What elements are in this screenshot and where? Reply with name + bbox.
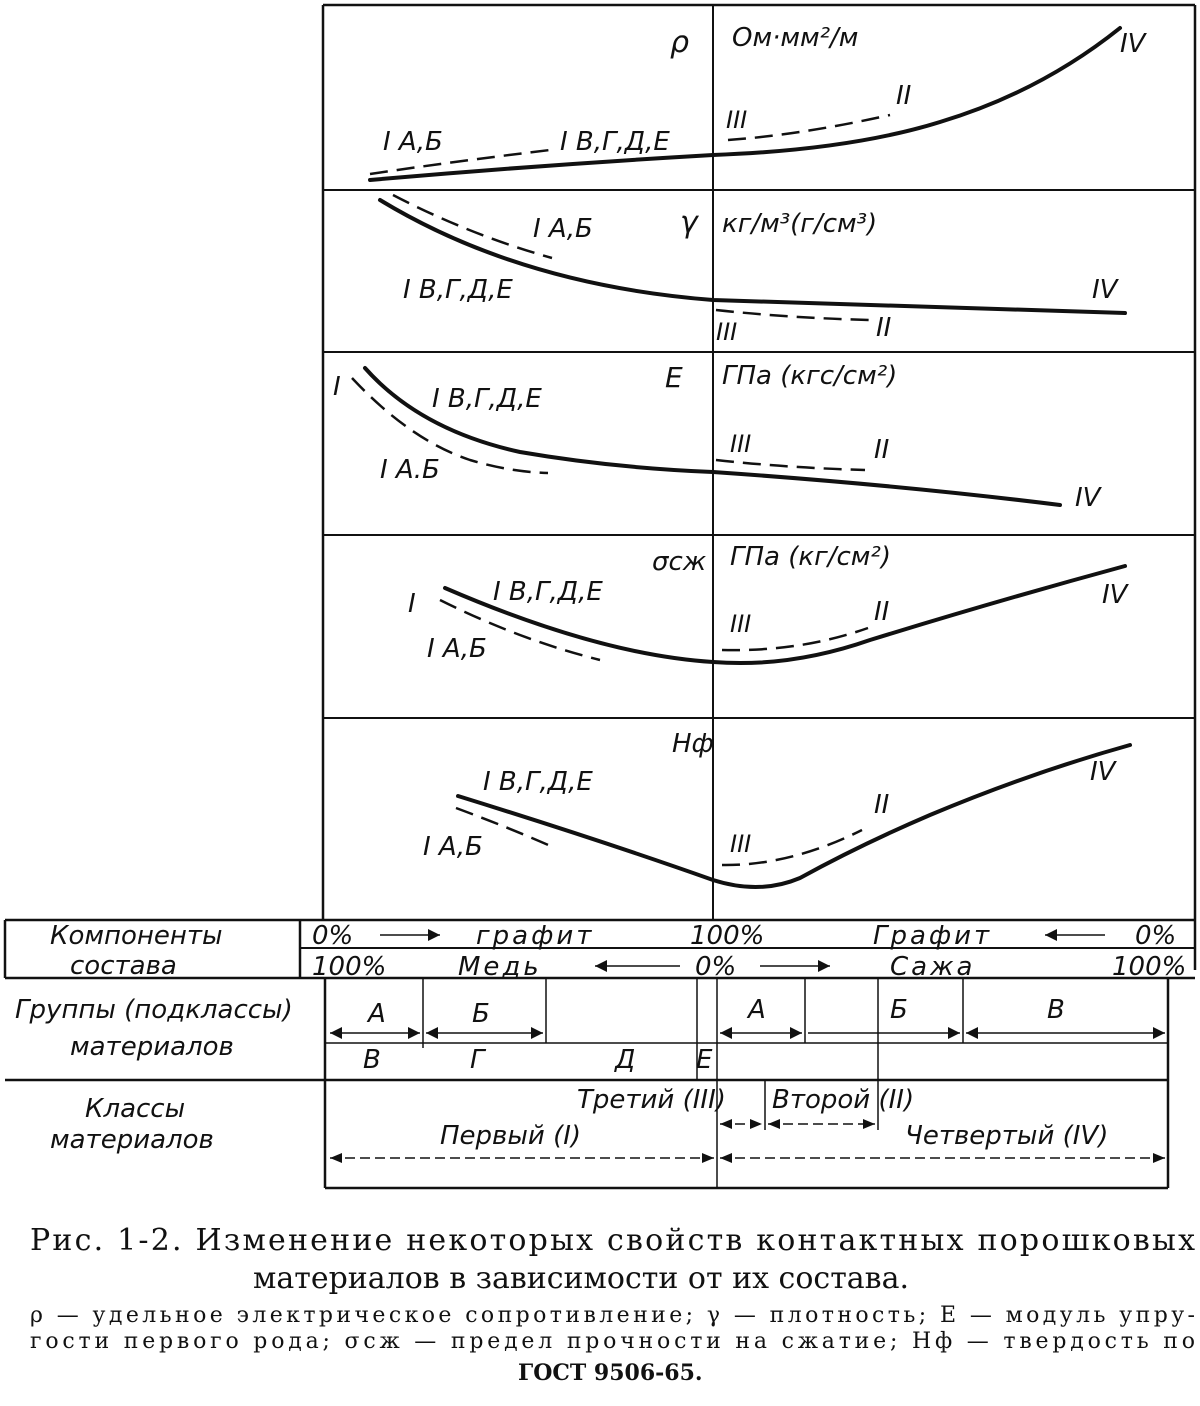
class-third: Третий (III)	[577, 1085, 726, 1115]
panel-sigma	[408, 542, 1130, 664]
gamma-curve-dash-left	[393, 195, 552, 258]
classes-header-2: материалов	[50, 1125, 214, 1155]
rho-curve-dash-right	[728, 115, 890, 140]
panel-gamma	[380, 195, 1125, 346]
gamma-label-iii: III	[716, 318, 738, 346]
caption-title-line1: Рис. 1-2. Изменение некоторых свойств контактных порошковых	[30, 1223, 1195, 1258]
rho-label-vgde: I В,Г,Д,Е	[560, 127, 670, 157]
sigma-label-ii: II	[874, 597, 890, 627]
e-curve-dash-right	[716, 460, 865, 470]
sigma-label-i: I	[408, 589, 416, 619]
sigma-label-vgde: I В,Г,Д,Е	[493, 577, 603, 607]
class-fourth: Четвертый (IV)	[905, 1121, 1109, 1151]
classes-header-1: Классы	[85, 1094, 186, 1124]
row1-mid-pct: 100%	[690, 921, 765, 951]
group-bottom-g: Г	[470, 1045, 485, 1075]
e-label-iii: III	[730, 430, 752, 458]
groups-header-1: Группы (подклассы)	[15, 995, 293, 1025]
caption-legend-line1: ρ — удельное электрическое сопротивление; γ — плотность; E — модуль упру-	[30, 1303, 1195, 1328]
panel-hardness	[423, 729, 1130, 887]
e-unit: ГПа (кгс/см²)	[722, 361, 898, 391]
group-top-b2: Б	[890, 995, 908, 1025]
e-label-iv: IV	[1075, 483, 1101, 513]
figure-caption	[30, 1223, 1195, 1386]
rho-unit: Ом·мм²/м	[732, 23, 859, 53]
caption-legend-line2: гости первого рода; σсж — предел прочности на сжатие; Hф — твердость по	[30, 1329, 1195, 1354]
components-rows	[50, 921, 1186, 982]
e-symbol: E	[665, 361, 683, 394]
e-label-vgde: I В,Г,Д,Е	[432, 384, 542, 414]
gamma-unit: кг/м³(г/см³)	[722, 209, 878, 239]
gamma-label-ii: II	[876, 313, 892, 343]
group-top-a2: А	[748, 995, 766, 1025]
groups-header-2: материалов	[70, 1032, 234, 1062]
hardness-label-iv: IV	[1090, 757, 1116, 787]
row2-left-pct: 100%	[312, 952, 387, 982]
sigma-label-iii: III	[730, 610, 752, 638]
gamma-label-iv: IV	[1092, 275, 1118, 305]
row1-right-name: Графит	[873, 921, 993, 951]
group-bottom-v: В	[363, 1045, 381, 1075]
sigma-unit: ГПа (кг/см²)	[730, 542, 891, 572]
panel-e	[333, 361, 1103, 513]
row1-right-pct: 0%	[1135, 921, 1177, 951]
group-bottom-d: Д	[615, 1045, 636, 1075]
e-label-i: I	[333, 372, 341, 402]
sigma-label-ab: I А,Б	[427, 634, 487, 664]
hardness-label-vgde: I В,Г,Д,Е	[483, 767, 593, 797]
components-header-1: Компоненты	[50, 921, 223, 951]
row2-mid-pct: 0%	[695, 952, 737, 982]
panel-rho	[370, 23, 1148, 180]
class-first: Первый (I)	[440, 1121, 582, 1151]
caption-title-line2: материалов в зависимости от их состава.	[253, 1261, 909, 1296]
groups-rows	[15, 995, 1165, 1075]
rho-label-ab: I А,Б	[383, 127, 443, 157]
panel-frame	[323, 5, 1195, 920]
rho-symbol: ρ	[670, 25, 690, 60]
hardness-symbol: Hф	[672, 729, 714, 759]
row2-right-name: Сажа	[890, 952, 976, 982]
class-second: Второй (II)	[772, 1085, 915, 1115]
group-top-b1: Б	[472, 999, 490, 1029]
rho-label-iv: IV	[1120, 29, 1146, 59]
group-top-a1: А	[368, 999, 386, 1029]
row2-right-pct: 100%	[1112, 952, 1187, 982]
classes-rows	[50, 1085, 1165, 1163]
e-label-ii: II	[874, 435, 890, 465]
gamma-symbol: γ	[680, 205, 698, 240]
gamma-label-ab: I А,Б	[533, 214, 593, 244]
hardness-label-iii: III	[730, 830, 752, 858]
gamma-curve-dash-right	[716, 310, 870, 320]
group-bottom-e: Е	[696, 1045, 713, 1075]
hardness-label-ii: II	[874, 790, 890, 820]
rho-label-iii: III	[726, 106, 748, 134]
sigma-label-iv: IV	[1102, 580, 1128, 610]
row1-left-name: графит	[476, 921, 595, 951]
row1-left-pct: 0%	[312, 921, 354, 951]
sigma-symbol: σсж	[652, 547, 707, 577]
hardness-label-ab: I А,Б	[423, 832, 483, 862]
group-top-v: В	[1047, 995, 1065, 1025]
gamma-label-vgde: I В,Г,Д,Е	[403, 275, 513, 305]
row2-left-name: Медь	[458, 952, 542, 982]
components-header-2: состава	[70, 951, 177, 981]
rho-label-ii: II	[896, 81, 912, 111]
caption-legend-line3: ГОСТ 9506-65.	[518, 1360, 703, 1386]
e-label-ab: I А.Б	[380, 455, 440, 485]
